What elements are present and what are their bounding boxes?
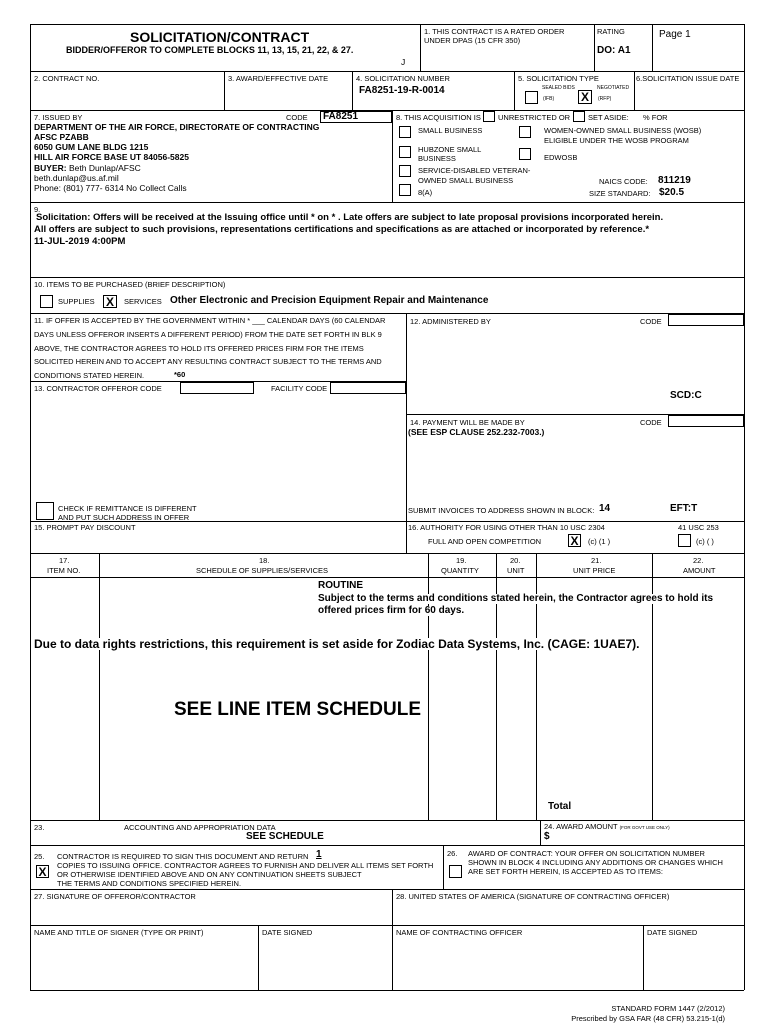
form-subtitle: BIDDER/OFFEROR TO COMPLETE BLOCKS 11, 13, 15, 21, 22, & 27. xyxy=(66,45,354,55)
edwosb-checkbox[interactable] xyxy=(519,148,531,160)
set-aside-label: SET ASIDE: xyxy=(588,113,629,122)
services-checkbox[interactable]: X xyxy=(103,295,117,308)
terms-line-2: offered prices firm for 60 days. xyxy=(318,605,465,616)
prescribed-by: Prescribed by GSA FAR (48 CFR) 53.215-1(d) xyxy=(571,1014,725,1023)
full-open-label: FULL AND OPEN COMPETITION xyxy=(428,537,542,546)
block25-num: 25. xyxy=(34,852,45,861)
authority-label: 16. AUTHORITY FOR USING OTHER THAN 10 USC 2304 xyxy=(408,523,605,532)
usc-253-label: 41 USC 253 xyxy=(678,523,719,532)
col-22-num: 22. xyxy=(693,556,704,565)
services-label: SERVICES xyxy=(124,297,162,306)
eight-a-label: 8(A) xyxy=(418,188,433,197)
contractor-sign-line-3: OR OTHERWISE IDENTIFIED ABOVE AND ON ANY CONTINUATION SHEETS SUBJECT xyxy=(57,870,362,879)
col-item-no: ITEM NO. xyxy=(47,566,81,575)
offer-acceptance-text: CONDITIONS STATED HEREIN. xyxy=(34,371,145,380)
payment-code-label: CODE xyxy=(640,418,662,427)
block26-num: 26. xyxy=(447,849,458,858)
contract-no-label: 2. CONTRACT NO. xyxy=(34,74,100,83)
size-standard-label: SIZE STANDARD: xyxy=(589,189,651,198)
signer-name-label: NAME AND TITLE OF SIGNER (TYPE OR PRINT) xyxy=(34,928,204,937)
eft-code: EFT:T xyxy=(670,503,698,514)
remittance-checkbox[interactable] xyxy=(36,502,54,520)
col-17-num: 17. xyxy=(59,556,70,565)
rated-order-cfr: UNDER DPAS (15 CFR 350) xyxy=(424,36,521,45)
remittance-label-2: AND PUT SUCH ADDRESS IN OFFER xyxy=(58,513,190,522)
set-aside-checkbox[interactable] xyxy=(573,111,585,122)
form-title: SOLICITATION/CONTRACT xyxy=(130,29,310,45)
authority-c1-checkbox[interactable]: X xyxy=(568,534,581,547)
terms-line-1: Subject to the terms and conditions stated herein, the Contractor agrees to hold its xyxy=(318,593,714,604)
col-quantity: QUANTITY xyxy=(441,566,479,575)
offeror-signature-label: 27. SIGNATURE OF OFFEROR/CONTRACTOR xyxy=(34,892,196,901)
award-amount-label: 24. AWARD AMOUNT xyxy=(544,822,618,831)
issued-by-code: FA8251 xyxy=(323,111,359,122)
form-number: STANDARD FORM 1447 (2/2012) xyxy=(611,1004,725,1013)
buyer-name: Beth Dunlap/AFSC xyxy=(68,163,141,173)
percent-for-label: % FOR xyxy=(643,113,668,122)
issuing-office-line: AFSC PZABB xyxy=(34,132,89,142)
issued-by-label: 7. ISSUED BY xyxy=(34,113,83,122)
hubzone-checkbox[interactable] xyxy=(399,146,411,158)
accounting-label: ACCOUNTING AND APPROPRIATION DATA xyxy=(124,823,276,832)
sealed-bid-abbr: (IFB) xyxy=(543,96,555,102)
co-signature-label: 28. UNITED STATES OF AMERICA (SIGNATURE OF CONTRACTING OFFICER) xyxy=(396,892,670,901)
col-19-num: 19. xyxy=(456,556,467,565)
award-line-2: SHOWN IN BLOCK 4 INCLUDING ANY ADDITIONS OR CHANGES WHICH xyxy=(468,858,723,867)
contractor-sign-line-2: COPIES TO ISSUING OFFICE. CONTRACTOR AGREES TO FURNISH AND DELIVER ALL ITEMS SET FORTH xyxy=(57,861,434,870)
rating-label: RATING xyxy=(597,27,625,36)
scd-code: SCD:C xyxy=(670,390,702,401)
award-amount-dollar: $ xyxy=(544,831,550,842)
issuing-office-line: HILL AIR FORCE BASE UT 84056-5825 xyxy=(34,152,189,162)
block23-num: 23. xyxy=(34,823,45,832)
wosb-program-label: ELIGIBLE UNDER THE WOSB PROGRAM xyxy=(544,136,689,145)
issue-date-label: 6.SOLICITATION ISSUE DATE xyxy=(636,74,740,83)
facility-code-field[interactable] xyxy=(330,382,406,394)
payment-code-field[interactable] xyxy=(668,415,744,427)
wosb-label: WOMEN-OWNED SMALL BUSINESS (WOSB) xyxy=(544,126,702,135)
offeror-date-label: DATE SIGNED xyxy=(262,928,313,937)
col-unit-price: UNIT PRICE xyxy=(573,566,616,575)
sealed-bid-label: SEALED BIDS xyxy=(542,85,575,91)
negotiated-checkbox[interactable]: X xyxy=(578,90,592,104)
hubzone-label: HUBZONE SMALL xyxy=(418,145,482,154)
contractor-code-field[interactable] xyxy=(180,382,254,394)
hubzone-business-label: BUSINESS xyxy=(418,154,456,163)
payment-by-label: 14. PAYMENT WILL BE MADE BY xyxy=(410,418,525,427)
usc-253-paragraph: (c) ( ) xyxy=(696,537,714,546)
buyer-label: BUYER: xyxy=(34,163,67,173)
payment-clause: (SEE ESP CLAUSE 252.232-7003.) xyxy=(408,427,545,437)
negotiated-label: NEGOTIATED xyxy=(597,85,630,91)
facility-code-label: FACILITY CODE xyxy=(271,384,328,393)
solicitation-type-label: 5. SOLICITATION TYPE xyxy=(518,74,599,83)
acceptance-days: *60 xyxy=(174,370,186,379)
provisions-notice: All offers are subject to such provisions, representations certifications and specifications as are attached or incorporated by reference.* xyxy=(34,224,650,235)
offer-acceptance-text: 11. IF OFFER IS ACCEPTED BY THE GOVERNMENT WITHIN * ___ CALENDAR DAYS (60 CALENDAR xyxy=(34,316,386,325)
contractor-sign-line-4: THE TERMS AND CONDITIONS SPECIFIED HEREIN. xyxy=(57,879,242,888)
block9-label: 9. xyxy=(34,205,41,214)
negotiated-abbr: (RFP) xyxy=(598,96,612,102)
administered-code-label: CODE xyxy=(640,317,662,326)
col-21-num: 21. xyxy=(591,556,602,565)
award-line-3: ARE SET FORTH HEREIN, IS ACCEPTED AS TO ITEMS: xyxy=(468,867,663,876)
eight-a-checkbox[interactable] xyxy=(399,184,411,196)
issuing-office-line: 6050 GUM LANE BLDG 1215 xyxy=(34,142,149,152)
submit-invoices-block: 14 xyxy=(599,503,611,514)
col-amount: AMOUNT xyxy=(683,566,716,575)
col-18-num: 18. xyxy=(259,556,270,565)
sdvosb-owned-label: OWNED SMALL BUSINESS xyxy=(418,176,514,185)
contractor-offeror-label: 13. CONTRACTOR OFFEROR CODE xyxy=(34,384,162,393)
co-name-label: NAME OF CONTRACTING OFFICER xyxy=(396,928,523,937)
set-aside-notice: Due to data rights restrictions, this requirement is set aside for Zodiac Data Systems, Inc. (CAGE: 1UAE7). xyxy=(34,637,640,651)
solicitation-notice: Solicitation: Offers will be received at the Issuing office until * on * . Late offers are subject to late proposal provisions incorporated herein. xyxy=(36,212,664,223)
offer-acceptance-text: DAYS UNLESS OFFEROR INSERTS A DIFFERENT PERIOD) FROM THE DATE SET FORTH IN BLK 9 xyxy=(34,330,382,339)
issued-by-code-label: CODE xyxy=(286,113,308,122)
submit-invoices-label: SUBMIT INVOICES TO ADDRESS SHOWN IN BLOCK: xyxy=(408,506,595,515)
wosb-checkbox[interactable] xyxy=(519,126,531,138)
prompt-pay-label: 15. PROMPT PAY DISCOUNT xyxy=(34,523,136,532)
items-description: Other Electronic and Precision Equipment Repair and Maintenance xyxy=(170,295,489,306)
edwosb-label: EDWOSB xyxy=(544,153,578,162)
usc-253-checkbox[interactable] xyxy=(678,534,691,547)
rating-value: DO: A1 xyxy=(597,45,631,56)
co-date-label: DATE SIGNED xyxy=(647,928,698,937)
sealed-bid-checkbox[interactable] xyxy=(525,91,538,104)
items-purchased-label: 10. ITEMS TO BE PURCHASED (BRIEF DESCRIPTION) xyxy=(34,280,226,289)
supplies-checkbox[interactable] xyxy=(40,295,53,308)
award-amount-note: (FOR GOVT USE ONLY) xyxy=(619,825,670,830)
routine-label: ROUTINE xyxy=(318,580,363,591)
award-line-1: AWARD OF CONTRACT: YOUR OFFER ON SOLICITATION NUMBER xyxy=(468,849,705,858)
administered-code-field[interactable] xyxy=(668,314,744,326)
award-date-label: 3. AWARD/EFFECTIVE DATE xyxy=(228,74,329,83)
contractor-sign-checkbox[interactable]: X xyxy=(36,865,49,878)
sdvosb-label: SERVICE-DISABLED VETERAN- xyxy=(418,166,531,175)
col-schedule: SCHEDULE OF SUPPLIES/SERVICES xyxy=(196,566,328,575)
naics-code: 811219 xyxy=(658,175,691,186)
size-standard: $20.5 xyxy=(659,187,685,198)
supplies-label: SUPPLIES xyxy=(58,297,95,306)
col-unit: UNIT xyxy=(507,566,525,575)
solicitation-number: FA8251-19-R-0014 xyxy=(359,85,445,96)
rated-order-label: 1. THIS CONTRACT IS A RATED ORDER xyxy=(424,27,565,36)
total-label: Total xyxy=(548,801,572,812)
remittance-label: CHECK IF REMITTANCE IS DIFFERENT xyxy=(58,504,197,513)
buyer-email[interactable]: beth.dunlap@us.af.mil xyxy=(34,173,119,183)
authority-c1-label: (c) (1 ) xyxy=(588,537,611,546)
naics-label: NAICS CODE: xyxy=(599,177,648,186)
sdvosb-checkbox[interactable] xyxy=(399,165,411,177)
see-line-item-schedule: SEE LINE ITEM SCHEDULE xyxy=(171,700,424,719)
award-checkbox[interactable] xyxy=(449,865,462,878)
administered-by-label: 12. ADMINISTERED BY xyxy=(410,317,491,326)
buyer-phone: Phone: (801) 777- 6314 No Collect Calls xyxy=(34,183,187,193)
solicitation-number-label: 4. SOLICITATION NUMBER xyxy=(356,74,450,83)
unrestricted-label: UNRESTRICTED OR xyxy=(498,113,571,122)
accounting-value: SEE SCHEDULE xyxy=(246,831,324,842)
page-number: Page 1 xyxy=(659,29,691,40)
copies-count: 1 xyxy=(316,849,322,860)
contractor-sign-line-1: CONTRACTOR IS REQUIRED TO SIGN THIS DOCUMENT AND RETURN xyxy=(57,852,309,861)
acquisition-label: 8. THIS ACQUISITION IS xyxy=(396,113,481,122)
issuing-office-line: DEPARTMENT OF THE AIR FORCE, DIRECTORATE OF CONTRACTING xyxy=(34,122,320,132)
offer-acceptance-text: ABOVE, THE CONTRACTOR AGREES TO HOLD ITS OFFERED PRICES FIRM FOR THE ITEMS xyxy=(34,344,364,353)
small-business-label: SMALL BUSINESS xyxy=(418,126,483,135)
j-mark: J xyxy=(401,57,406,67)
offer-due-date: 11-JUL-2019 4:00PM xyxy=(34,236,126,247)
offer-acceptance-text: SOLICITED HEREIN AND TO ACCEPT ANY RESULTING CONTRACT SUBJECT TO THE TERMS AND xyxy=(34,357,382,366)
small-business-checkbox[interactable] xyxy=(399,126,411,138)
col-20-num: 20. xyxy=(510,556,521,565)
unrestricted-checkbox[interactable] xyxy=(483,111,495,122)
